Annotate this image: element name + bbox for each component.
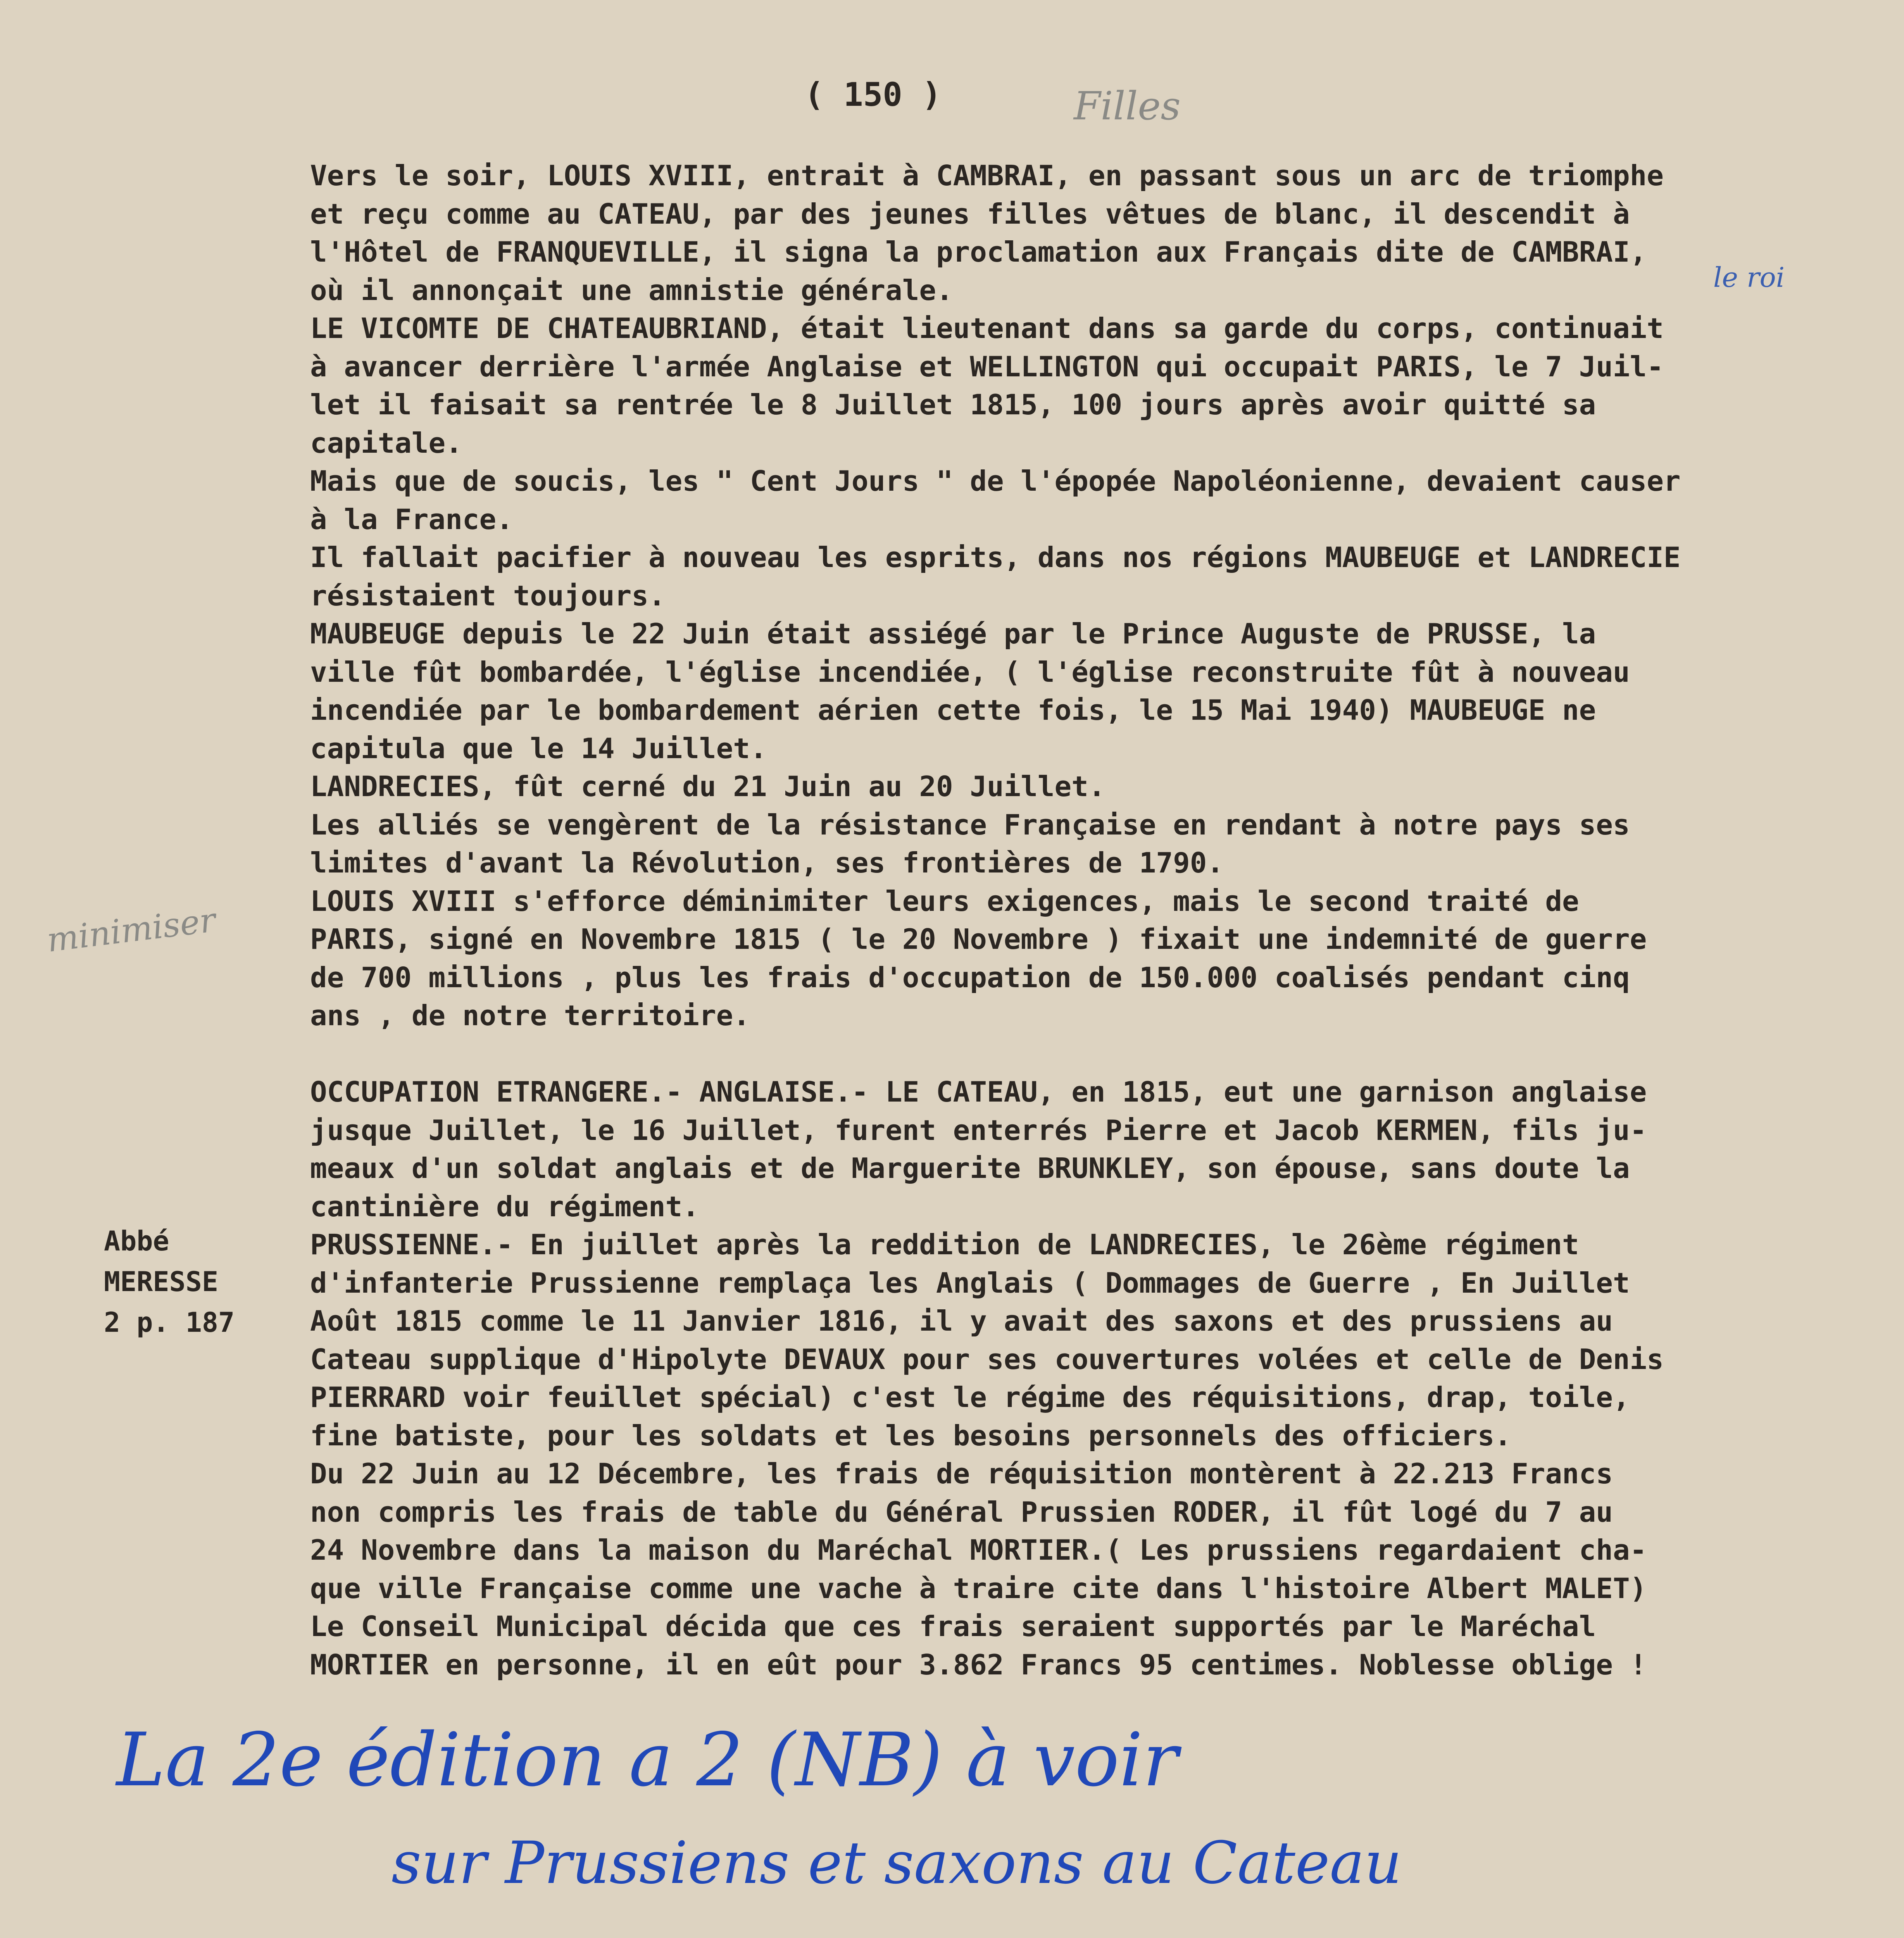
text-line: que ville Française comme une vache à traire cite dans l'histoire Albert MALET) bbox=[310, 1572, 1647, 1605]
text-line: OCCUPATION ETRANGERE.- ANGLAISE.- LE CATEAU, en 1815, eut une garnison anglaise bbox=[310, 1076, 1647, 1109]
text-line: à avancer derrière l'armée Anglaise et WELLINGTON qui occupait PARIS, le 7 Juil- bbox=[310, 350, 1664, 383]
text-line: LE VICOMTE DE CHATEAUBRIAND, était lieutenant dans sa garde du corps, continuait bbox=[310, 312, 1664, 345]
text-line: où il annonçait une amnistie générale. bbox=[310, 274, 953, 307]
text-line: cantinière du régiment. bbox=[310, 1190, 699, 1223]
text-line: ville fût bombardée, l'église incendiée, ( l'église reconstruite fût à nouveau bbox=[310, 656, 1630, 689]
text-line: Août 1815 comme le 11 Janvier 1816, il y avait des saxons et des prussiens au bbox=[310, 1305, 1613, 1338]
text-line: meaux d'un soldat anglais et de Marguerite BRUNKLEY, son épouse, sans doute la bbox=[310, 1152, 1630, 1185]
text-line: fine batiste, pour les soldats et les besoins personnels des officiers. bbox=[310, 1419, 1512, 1452]
text-line: PARIS, signé en Novembre 1815 ( le 20 Novembre ) fixait une indemnité de guerre bbox=[310, 923, 1647, 956]
text-line: à la France. bbox=[310, 503, 513, 536]
margin-note-source: Abbé MERESSE 2 p. 187 bbox=[104, 1225, 235, 1338]
pencil-annotation-filles: Filles bbox=[1074, 83, 1181, 129]
text-line: d'infanterie Prussienne remplaça les Anglais ( Dommages de Guerre , En Juillet bbox=[310, 1267, 1630, 1300]
text-line: incendiée par le bombardement aérien cette fois, le 15 Mai 1940) MAUBEUGE ne bbox=[310, 694, 1596, 727]
text-line: MAUBEUGE depuis le 22 Juin était assiégé par le Prince Auguste de PRUSSE, la bbox=[310, 618, 1596, 650]
text-line: non compris les frais de table du Général Prussien RODER, il fût logé du 7 au bbox=[310, 1496, 1613, 1529]
ink-annotation-le-roi: le roi bbox=[1713, 262, 1785, 293]
text-line: et reçu comme au CATEAU, par des jeunes filles vêtues de blanc, il descendit à bbox=[310, 198, 1630, 231]
text-line: MORTIER en personne, il en eût pour 3.862 Francs 95 centimes. Noblesse oblige ! bbox=[310, 1648, 1647, 1681]
text-line: Cateau supplique d'Hipolyte DEVAUX pour ses couvertures volées et celle de Denis bbox=[310, 1343, 1664, 1376]
text-line: résistaient toujours. bbox=[310, 579, 666, 612]
text-line: limites d'avant la Révolution, ses frontières de 1790. bbox=[310, 847, 1224, 879]
text-line: PRUSSIENNE.- En juillet après la reddition de LANDRECIES, le 26ème régiment bbox=[310, 1229, 1579, 1261]
text-line: LANDRECIES, fût cerné du 21 Juin au 20 Juillet. bbox=[310, 771, 1105, 803]
text-line: 24 Novembre dans la maison du Maréchal MORTIER.( Les prussiens regardaient cha- bbox=[310, 1534, 1647, 1567]
text-line: Du 22 Juin au 12 Décembre, les frais de réquisition montèrent à 22.213 Francs bbox=[310, 1458, 1613, 1490]
text-line: Les alliés se vengèrent de la résistance Française en rendant à notre pays ses bbox=[310, 809, 1630, 841]
pencil-annotation-minimiser: minimiser bbox=[45, 900, 218, 960]
text-line: Mais que de soucis, les " Cent Jours " de l'épopée Napoléonienne, devaient causer bbox=[310, 465, 1681, 498]
page-number: ( 150 ) bbox=[804, 76, 942, 114]
text-line: de 700 millions , plus les frais d'occupation de 150.000 coalisés pendant cinq bbox=[310, 961, 1630, 994]
text-line: let il faisait sa rentrée le 8 Juillet 1815, 100 jours après avoir quitté sa bbox=[310, 389, 1596, 421]
text-line: Le Conseil Municipal décida que ces frais seraient supportés par le Maréchal bbox=[310, 1610, 1596, 1643]
text-line: capitale. bbox=[310, 427, 462, 460]
text-line: Vers le soir, LOUIS XVIII, entrait à CAMBRAI, en passant sous un arc de triomphe bbox=[310, 160, 1664, 192]
text-line: capitula que le 14 Juillet. bbox=[310, 732, 767, 765]
text-line: LOUIS XVIII s'efforce déminimiter leurs exigences, mais le second traité de bbox=[310, 885, 1579, 918]
typed-body-text bbox=[310, 157, 1681, 1684]
text-line: PIERRARD voir feuillet spécial) c'est le régime des réquisitions, drap, toile, bbox=[310, 1381, 1630, 1414]
text-line: jusque Juillet, le 16 Juillet, furent enterrés Pierre et Jacob KERMEN, fils ju- bbox=[310, 1114, 1647, 1147]
text-line: ans , de notre territoire. bbox=[310, 1000, 750, 1032]
text-line: l'Hôtel de FRANQUEVILLE, il signa la proclamation aux Français dite de CAMBRAI, bbox=[310, 236, 1647, 269]
text-line: Il fallait pacifier à nouveau les esprits, dans nos régions MAUBEUGE et LANDRECIE bbox=[310, 541, 1681, 574]
text-line bbox=[310, 1035, 1681, 1074]
handwritten-note-line-1: La 2e édition a 2 (NB) à voir bbox=[116, 1717, 1178, 1803]
handwritten-note-line-2: sur Prussiens et saxons au Cateau bbox=[391, 1829, 1402, 1897]
